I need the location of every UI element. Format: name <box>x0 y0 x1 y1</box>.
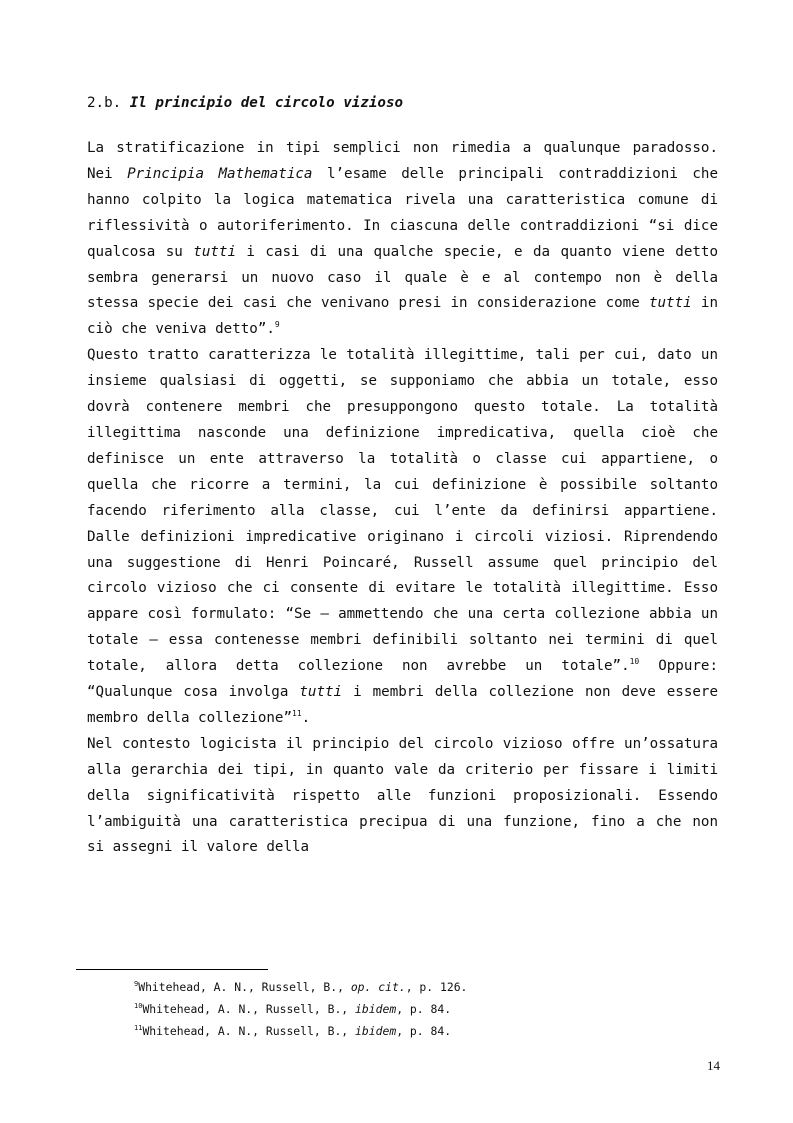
footnote-ref: 11 <box>292 708 302 718</box>
paragraph <box>87 732 718 862</box>
page-number: 14 <box>707 1058 720 1073</box>
paragraph <box>87 343 718 732</box>
text-run: i casi di una qualche specie, e da quanto viene detto sembra generarsi un nuovo caso il quale è e al contempo non è della stessa specie dei casi che venivano presi in considerazione come <box>87 243 719 312</box>
emphasis-text: tutti <box>648 295 692 312</box>
footnote-separator <box>76 969 268 970</box>
footnote-text: Whitehead, A. N., Russell, B., <box>142 1024 356 1038</box>
footnote-ref: 10 <box>629 657 640 667</box>
section-heading <box>87 93 403 113</box>
footnote-text: Whitehead, A. N., Russell, B., <box>142 1002 356 1016</box>
emphasis-text: tutti <box>299 684 343 701</box>
footnote-emphasis: op. cit. <box>350 980 406 994</box>
footnote <box>134 1020 467 1042</box>
footnote-number: 11 <box>134 1024 143 1032</box>
footnote-ref: 9 <box>274 320 280 330</box>
text-run: La stratificazione in tipi semplici non rimedia a qualunque paradosso. Nei <box>87 140 718 182</box>
text-run: l’esame delle principali contraddizioni che hanno colpito la logica matematica rivela una caratteristica comune di riflessività o autoriferimento. In ciascuna delle contraddizioni “si dice qualcosa su <box>87 165 719 260</box>
text-run: in ciò che veniva detto”. <box>87 295 718 338</box>
body-text <box>87 136 718 861</box>
footnote-text: , p. 84. <box>396 1024 452 1038</box>
section-title: Il principio del circolo vizioso <box>129 95 404 111</box>
text-run: i membri della collezione non deve essere membro della collezione” <box>87 684 718 726</box>
footnote-text: Whitehead, A. N., Russell, B., <box>138 980 351 994</box>
footnote-emphasis: ibidem <box>355 1002 397 1016</box>
section-number: 2.b. <box>87 95 122 111</box>
footnotes <box>134 976 467 1042</box>
footnote <box>134 976 467 998</box>
emphasis-text: tutti <box>193 243 236 260</box>
footnote-emphasis: ibidem <box>355 1024 397 1038</box>
text-run: Nel contesto logicista il principio del circolo vizioso offre un’ossatura alla gerarchia dei tipi, in quanto vale da criterio per fissare i limiti della significatività rispetto alle funzioni proposizionali. Essendo l’ambiguità una caratteristica precipua di una funzione, fino a che non si assegni il valore della <box>87 735 718 856</box>
footnote-number: 9 <box>134 980 139 988</box>
footnote-number: 10 <box>134 1002 143 1010</box>
paragraph <box>87 136 718 343</box>
text-run: Oppure: “Qualunque cosa involga <box>87 658 718 701</box>
text-run: . <box>301 709 311 726</box>
footnote-text: , p. 126. <box>405 980 468 994</box>
text-run: Questo tratto caratterizza le totalità illegittime, tali per cui, dato un insieme qualsiasi di oggetti, se supponiamo che abbia un totale, esso dovrà contenere membri che presuppongono questo totale. La totalità illegittima nasconde una definizione impredicativa, quella cioè che definisce un ente attraverso la totalità o classe cui appartiene, o quella che ricorre a termini, la cui definizione è possibile soltanto facendo riferimento alla classe, cui l’ente da definirsi appartiene. Dalle definizioni impredicative originano i circoli viziosi. Riprendendo una suggestione di Henri Poincaré, Russell assume quel principio del circolo vizioso che ci consente di evitare le totalità illegittime. Esso appare così formulato: “Se – ammettendo che una certa collezione abbia un totale – essa contenesse membri definibili soltanto nei termini di quel totale, allora detta collezione non avrebbe un totale”. <box>87 347 718 675</box>
emphasis-text: Principia Mathematica <box>127 165 313 182</box>
footnote <box>134 998 467 1020</box>
footnote-text: , p. 84. <box>396 1002 452 1016</box>
